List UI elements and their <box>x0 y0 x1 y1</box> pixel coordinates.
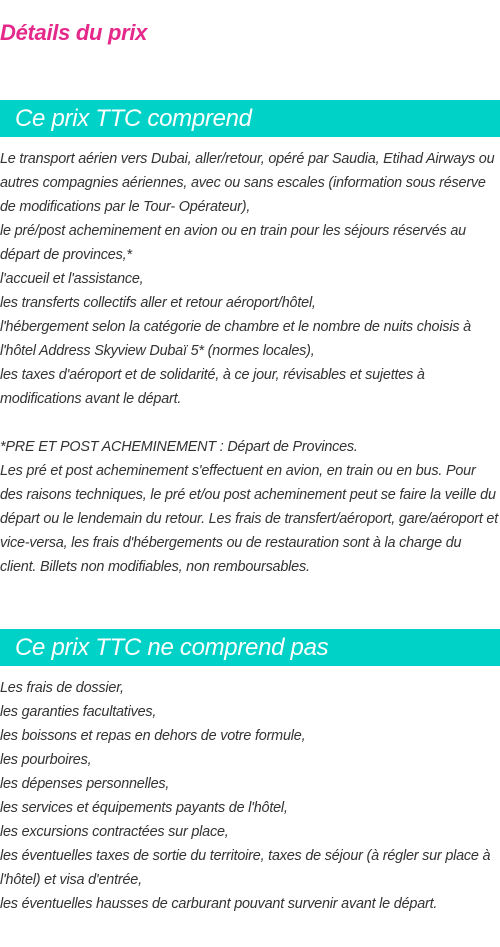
included-list <box>0 147 500 579</box>
excluded-section-header: Ce prix TTC ne comprend pas <box>0 629 500 666</box>
excluded-item: les éventuelles hausses de carburant pouvant survenir avant le départ. <box>0 896 438 912</box>
included-item: l'hébergement selon la catégorie de chambre et le nombre de nuits choisis à l'hôtel Address Skyview Dubaï 5* (normes locales), <box>0 319 471 359</box>
preacheminement-note-text: Les pré et post acheminement s'effectuent en avion, en train ou en bus. Pour des raisons techniques, le pré et/ou post acheminement peut se faire la veille du départ ou le lendemain du retour. Les frais de transfert/aéroport, gare/aéroport et vice-versa, les frais d'hébergements ou de restauration sont à la charge du client. Billets non modifiables, non remboursables. <box>0 463 499 575</box>
included-item: les taxes d'aéroport et de solidarité, à ce jour, révisables et sujettes à modifications avant le départ. <box>0 367 425 407</box>
preacheminement-note-title: *PRE ET POST ACHEMINEMENT : Départ de Provinces. <box>0 439 358 455</box>
excluded-item: les dépenses personnelles, <box>0 776 170 792</box>
excluded-item: les excursions contractées sur place, <box>0 824 229 840</box>
excluded-item: les boissons et repas en dehors de votre formule, <box>0 728 306 744</box>
excluded-item: les services et équipements payants de l'hôtel, <box>0 800 288 816</box>
excluded-item: Les frais de dossier, <box>0 680 124 696</box>
included-item: Le transport aérien vers Dubai, aller/retour, opéré par Saudia, Etihad Airways ou autres compagnies aériennes, avec ou sans escales (information sous réserve de modifications par le Tour- Opérateur), <box>0 151 495 215</box>
page-title: Détails du prix <box>0 20 148 45</box>
excluded-item: les éventuelles taxes de sortie du territoire, taxes de séjour (à régler sur place à l'hôtel) et visa d'entrée, <box>0 848 491 888</box>
included-section-header: Ce prix TTC comprend <box>0 100 500 137</box>
excluded-item: les garanties facultatives, <box>0 704 157 720</box>
included-item: les transferts collectifs aller et retour aéroport/hôtel, <box>0 295 316 311</box>
included-item: le pré/post acheminement en avion ou en train pour les séjours réservés au départ de provinces,* <box>0 223 466 263</box>
excluded-list <box>0 676 500 916</box>
included-item: l'accueil et l'assistance, <box>0 271 144 287</box>
excluded-item: les pourboires, <box>0 752 92 768</box>
